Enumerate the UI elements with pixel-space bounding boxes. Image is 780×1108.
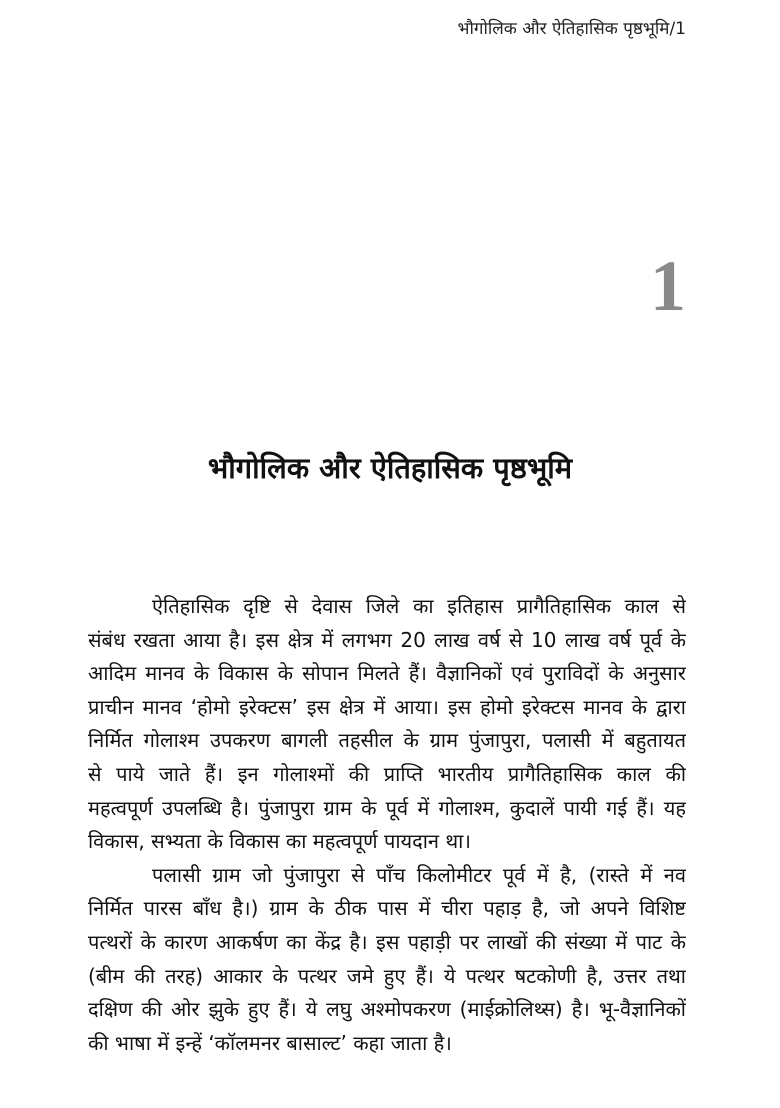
text-line: विकास, सभ्यता के विकास का महत्वपूर्ण पायदान था।: [88, 829, 471, 854]
chapter-title: भौगोलिक और ऐतिहासिक पृष्ठभूमि: [207, 451, 573, 485]
text-line: पलासी ग्राम जो पुंजापुरा से पाँच किलोमीटर पूर्व में है, (रास्ते में नव: [152, 862, 686, 887]
text-line: (बीम की तरह) आकार के पत्थर जमे हुए हैं। ये पत्थर षटकोणी है, उत्तर तथा: [88, 963, 686, 988]
paragraph-2: [88, 859, 686, 1061]
text-line: आदिम मानव के विकास के सोपान मिलते हैं। वैज्ञानिकों एवं पुराविदों के अनुसार: [88, 661, 686, 686]
chapter-number: 1: [650, 246, 686, 326]
text-line: की भाषा में इन्हें ‘कॉलमनर बासाल्ट’ कहा जाता है।: [88, 1030, 452, 1055]
text-line: दक्षिण की ओर झुके हुए हैं। ये लघु अश्मोपकरण (माईक्रोलिथ्स) है। भू-वैज्ञानिकों: [88, 997, 686, 1022]
body-text: [88, 590, 686, 1060]
text-line: ऐतिहासिक दृष्टि से देवास जिले का इतिहास प्रागैतिहासिक काल से: [152, 594, 686, 618]
text-line: से पाये जाते हैं। इन गोलाश्मों की प्राप्ति भारतीय प्रागैतिहासिक काल की: [88, 761, 686, 786]
running-head: भौगोलिक और ऐतिहासिक पृष्ठभूमि/1: [457, 19, 686, 39]
text-line: महत्वपूर्ण उपलब्धि है। पुंजापुरा ग्राम के पूर्व में गोलाश्म, कुदालें पायी गई हैं। यह: [88, 795, 686, 820]
text-line: संबंध रखता आया है। इस क्षेत्र में लगभग 20 लाख वर्ष से 10 लाख वर्ष पूर्व के: [88, 627, 686, 652]
text-line: पत्थरों के कारण आकर्षण का केंद्र है। इस पहाड़ी पर लाखों की संख्या में पाट के: [88, 929, 686, 954]
paragraph-1: [88, 590, 686, 859]
text-line: निर्मित पारस बाँध है।) ग्राम के ठीक पास में चीरा पहाड़ है, जो अपने विशिष्ट: [88, 896, 686, 921]
text-line: निर्मित गोलाश्म उपकरण बागली तहसील के ग्राम पुंजापुरा, पलासी में बहुतायत: [88, 728, 686, 753]
text-line: प्राचीन मानव ‘होमो इरेक्टस’ इस क्षेत्र में आया। इस होमो इरेक्टस मानव के द्वारा: [88, 694, 686, 719]
